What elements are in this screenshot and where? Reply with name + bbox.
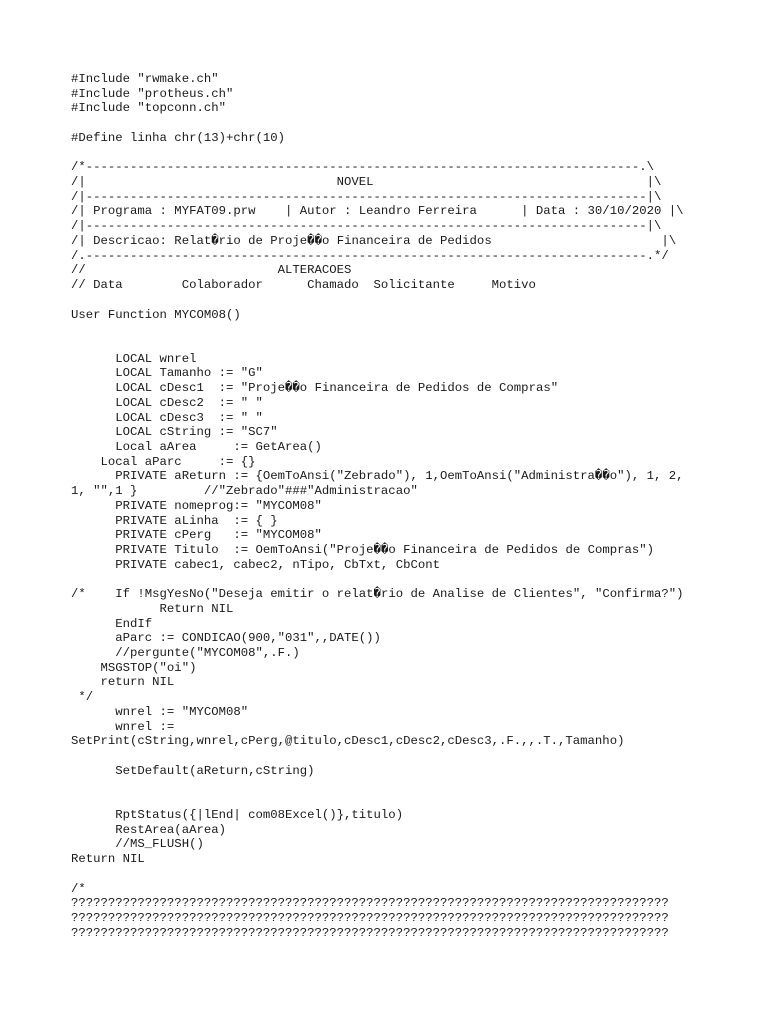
code-line: //MS_FLUSH()	[71, 837, 204, 852]
code-line: /|----------------------------------------------------------------------------|\	[71, 219, 662, 234]
code-line: PRIVATE aLinha := { }	[71, 513, 278, 528]
code-line: ?????????????????????????????????????????????????????????????????????????????????	[71, 910, 669, 925]
code-line: 1, "",1 } //"Zebrado"###"Administracao"	[71, 484, 418, 499]
code-line: SetPrint(cString,wnrel,cPerg,@titulo,cDesc1,cDesc2,cDesc3,.F.,,.T.,Tamanho)	[71, 734, 625, 749]
code-line: /| Programa : MYFAT09.prw | Autor : Leandro Ferreira | Data : 30/10/2020 |\	[71, 204, 684, 219]
code-line: /|----------------------------------------------------------------------------|\	[71, 189, 662, 204]
code-line: Return NIL	[71, 601, 234, 616]
code-line	[71, 322, 731, 337]
code-line: LOCAL cDesc1 := "Proje��o Financeira de Pedidos de Compras"	[71, 381, 559, 396]
code-line: SetDefault(aReturn,cString)	[71, 763, 315, 778]
code-line: */	[71, 690, 94, 705]
code-line: #Include "topconn.ch"	[71, 101, 226, 116]
code-line: ?????????????????????????????????????????????????????????????????????????????????	[71, 896, 669, 911]
code-line: PRIVATE aReturn := {OemToAnsi("Zebrado"), 1,OemToAnsi("Administra��o"), 1, 2,	[71, 469, 684, 484]
code-line: Local aArea := GetArea()	[71, 439, 322, 454]
code-line: /*	[71, 881, 86, 896]
code-line	[71, 749, 731, 764]
code-line: // ALTERACOES	[71, 263, 352, 278]
code-line: PRIVATE Titulo := OemToAnsi("Proje��o Financeira de Pedidos de Compras")	[71, 543, 655, 557]
code-line: /| NOVEL |\	[71, 175, 662, 190]
code-line	[71, 293, 731, 308]
code-line: LOCAL cDesc2 := " "	[71, 395, 263, 410]
code-line	[71, 572, 731, 587]
code-line: #Define linha chr(13)+chr(10)	[71, 130, 286, 145]
code-line: LOCAL Tamanho := "G"	[71, 366, 263, 381]
code-line: /*---------------------------------------------------------------------------.\	[71, 160, 654, 175]
code-line	[71, 146, 731, 161]
code-line: /* If !MsgYesNo("Deseja emitir o relat�rio de Analise de Clientes", "Confirma?")	[71, 587, 684, 602]
code-line: #Include "rwmake.ch"	[71, 72, 219, 86]
code-line: MSGSTOP("oi")	[71, 660, 197, 675]
code-line: wnrel :=	[71, 719, 175, 734]
code-line: /| Descricao: Relat�rio de Proje��o Financeira de Pedidos |\	[71, 233, 677, 248]
code-line	[71, 779, 731, 794]
code-line: User Function MYCOM08()	[71, 307, 241, 322]
code-line: // Data Colaborador Chamado Solicitante Motivo	[71, 278, 536, 293]
code-line: wnrel := "MYCOM08"	[71, 704, 249, 719]
code-line: return NIL	[71, 675, 175, 690]
code-line	[71, 793, 731, 808]
source-code-listing	[71, 72, 731, 940]
code-line: #Include "protheus.ch"	[71, 86, 234, 101]
code-line: LOCAL cString := "SC7"	[71, 425, 278, 440]
code-line: Local aParc := {}	[71, 454, 256, 469]
code-line	[71, 116, 731, 131]
code-line: RestArea(aArea)	[71, 822, 226, 837]
code-line: Return NIL	[71, 852, 145, 867]
code-line: PRIVATE cabec1, cabec2, nTipo, CbTxt, CbCont	[71, 557, 440, 572]
code-line: aParc := CONDICAO(900,"031",,DATE())	[71, 631, 381, 646]
code-line: RptStatus({|lEnd| com08Excel()},titulo)	[71, 807, 404, 822]
code-line: LOCAL wnrel	[71, 351, 197, 366]
code-line: PRIVATE cPerg := "MYCOM08"	[71, 528, 322, 543]
code-line: PRIVATE nomeprog:= "MYCOM08"	[71, 498, 322, 513]
code-line	[71, 337, 731, 352]
code-line: EndIf	[71, 616, 153, 631]
code-line: /.----------------------------------------------------------------------------.*/	[71, 248, 669, 263]
code-line: //pergunte("MYCOM08",.F.)	[71, 646, 300, 661]
code-line: LOCAL cDesc3 := " "	[71, 410, 263, 425]
code-line	[71, 867, 731, 882]
code-line: ?????????????????????????????????????????????????????????????????????????????????	[71, 925, 669, 940]
